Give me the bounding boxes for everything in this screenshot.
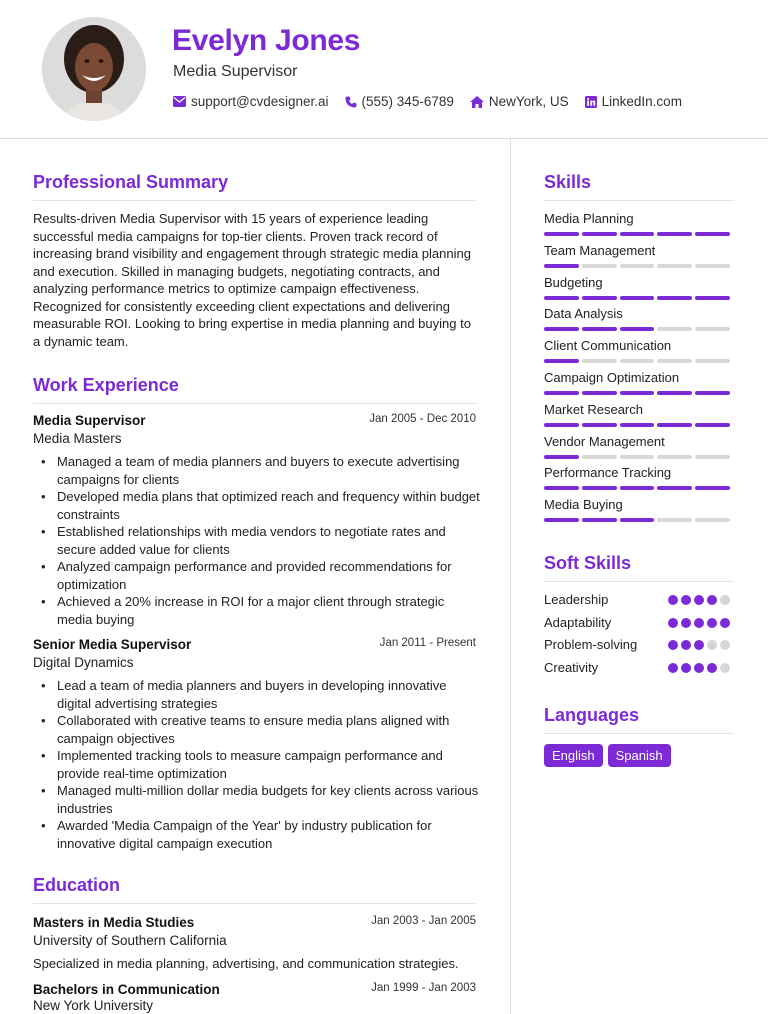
- skill-level-segment: [695, 296, 730, 300]
- rating-dot: [681, 618, 691, 628]
- languages-heading: Languages: [544, 705, 640, 725]
- rating-dot: [707, 595, 717, 605]
- skill-name: Media Planning: [544, 211, 634, 226]
- skill-level-segment: [544, 264, 579, 268]
- rating-dot: [720, 640, 730, 650]
- envelope-icon: [173, 96, 186, 107]
- language-badge: Spanish: [608, 744, 671, 767]
- degree-title: Bachelors in Communication: [33, 982, 220, 997]
- column-divider: [510, 139, 511, 1014]
- skill-level-bar: [544, 518, 730, 522]
- phone-icon: [345, 96, 357, 108]
- profile-photo: [42, 17, 146, 121]
- job-company: Digital Dynamics: [33, 655, 134, 670]
- skill-level-segment: [582, 423, 617, 427]
- rating-dot: [681, 640, 691, 650]
- skill-level-segment: [695, 486, 730, 490]
- list-item: • Managed multi-million dollar media budgets for key clients across various industries: [33, 782, 483, 817]
- skill-level-segment: [657, 232, 692, 236]
- skill-level-segment: [544, 455, 579, 459]
- contact-bar: [173, 94, 698, 109]
- skill-level-bar: [544, 264, 730, 268]
- degree-dates: Jan 2003 - Jan 2005: [371, 915, 476, 927]
- skill-level-segment: [544, 359, 579, 363]
- experience-divider: [33, 403, 476, 404]
- job-bullets: [33, 677, 483, 852]
- skill-name: Client Communication: [544, 338, 672, 354]
- contact-email[interactable]: [173, 94, 329, 109]
- rating-dot: [681, 595, 691, 605]
- list-item: • Developed media plans that optimized reach and frequency within budget constraints: [33, 488, 483, 523]
- skill-level-segment: [582, 296, 617, 300]
- skill-name: Campaign Optimization: [544, 370, 680, 385]
- rating-dot: [720, 595, 730, 605]
- rating-dot: [668, 640, 678, 650]
- skill-level-segment: [695, 232, 730, 236]
- rating-dot: [694, 663, 704, 673]
- rating-dot: [720, 663, 730, 673]
- skill-level-bar: [544, 423, 730, 427]
- skill-level-segment: [657, 359, 692, 363]
- contact-location: [470, 94, 569, 109]
- rating-dot: [668, 663, 678, 673]
- skill-level-segment: [620, 264, 655, 268]
- soft-skill-name: Problem-solving: [544, 637, 638, 652]
- skill-level-bar: [544, 455, 730, 459]
- skill-level-segment: [695, 391, 730, 395]
- skill-name: Market Research: [544, 401, 643, 417]
- skill-name: Team Management: [544, 242, 656, 258]
- list-item: • Collaborated with creative teams to ensure media plans aligned with campaign objectives: [33, 712, 483, 747]
- skill-level-segment: [695, 327, 730, 331]
- skill-level-segment: [544, 327, 579, 331]
- location-text: NewYork, US: [488, 94, 569, 109]
- languages-divider: [544, 733, 734, 734]
- skill-level-segment: [582, 455, 617, 459]
- skill-level-segment: [544, 423, 579, 427]
- list-item: • Lead a team of media planners and buyers in developing innovative digital advertising strategies: [33, 677, 483, 712]
- soft-skill-rating: [668, 640, 730, 650]
- skill-level-segment: [695, 264, 730, 268]
- skill-level-segment: [657, 296, 692, 300]
- rating-dot: [707, 618, 717, 628]
- skill-level-segment: [657, 391, 692, 395]
- skill-name: Budgeting: [544, 274, 603, 290]
- skills-heading: Skills: [544, 172, 592, 192]
- skill-level-bar: [544, 359, 730, 363]
- rating-dot: [694, 595, 704, 605]
- skill-level-segment: [544, 391, 579, 395]
- candidate-name: Evelyn Jones: [172, 24, 361, 57]
- languages-list: [544, 744, 671, 767]
- skill-level-segment: [582, 486, 617, 490]
- skill-level-segment: [620, 518, 655, 522]
- summary-text: Results-driven Media Supervisor with 15 years of experience leading successful media campaigns for top-tier clients. Proven track record of increasing brand visibility and engagement through strategic media planning and execution. Skilled in managing budgets, negotiating contracts, and analyzing performance metrics to optimize campaign effectiveness. Recognized for consistently exceeding client expectations and delivering measurable ROI. Looking to bring expertise in media planning and buying to a dynamic team.: [33, 211, 471, 349]
- skill-level-segment: [695, 423, 730, 427]
- soft-skills-heading: Soft Skills: [544, 553, 632, 573]
- education-heading: Education: [33, 875, 121, 895]
- skill-level-segment: [657, 455, 692, 459]
- job-company: Media Masters: [33, 431, 122, 446]
- skill-level-segment: [582, 391, 617, 395]
- skill-name: Media Buying: [544, 497, 623, 513]
- degree-title: Masters in Media Studies: [33, 915, 195, 930]
- skill-level-segment: [582, 327, 617, 331]
- phone-text: (555) 345-6789: [361, 94, 454, 109]
- list-item: • Achieved a 20% increase in ROI for a major client through strategic media buying: [33, 593, 483, 628]
- contact-phone[interactable]: [345, 94, 454, 109]
- summary-heading: Professional Summary: [33, 172, 229, 192]
- rating-dot: [668, 618, 678, 628]
- list-item: • Analyzed campaign performance and provided recommendations for optimization: [33, 558, 483, 593]
- skill-level-segment: [620, 359, 655, 363]
- skill-level-segment: [544, 518, 579, 522]
- skill-level-segment: [695, 359, 730, 363]
- skill-level-bar: [544, 486, 730, 490]
- skill-level-segment: [657, 486, 692, 490]
- skill-level-segment: [657, 423, 692, 427]
- skill-level-segment: [620, 327, 655, 331]
- email-text: support@cvdesigner.ai: [191, 94, 329, 109]
- skill-level-segment: [620, 232, 655, 236]
- job-title: Senior Media Supervisor: [33, 637, 192, 652]
- skill-level-segment: [657, 327, 692, 331]
- school-name: New York University: [33, 998, 154, 1013]
- skill-level-segment: [657, 264, 692, 268]
- soft-skill-rating: [668, 618, 730, 628]
- job-title: Media Supervisor: [33, 413, 146, 428]
- skill-level-segment: [544, 232, 579, 236]
- skill-level-segment: [582, 232, 617, 236]
- skill-level-segment: [582, 518, 617, 522]
- rating-dot: [720, 618, 730, 628]
- skill-level-segment: [695, 455, 730, 459]
- rating-dot: [694, 618, 704, 628]
- soft-skill-name: Adaptability: [544, 614, 612, 630]
- soft-skill-rating: [668, 595, 730, 605]
- soft-skill-rating: [668, 663, 730, 673]
- skill-level-segment: [544, 296, 579, 300]
- contact-linkedin[interactable]: [585, 94, 682, 109]
- skill-name: Performance Tracking: [544, 465, 672, 481]
- skill-level-segment: [620, 486, 655, 490]
- soft-skill-name: Creativity: [544, 659, 599, 675]
- candidate-title: Media Supervisor: [173, 63, 298, 80]
- list-item: • Managed a team of media planners and buyers to execute advertising campaigns for clients: [33, 453, 483, 488]
- linkedin-icon: [585, 96, 597, 108]
- soft-skills-divider: [544, 581, 734, 582]
- rating-dot: [694, 640, 704, 650]
- degree-dates: Jan 1999 - Jan 2003: [371, 982, 476, 994]
- job-bullets: [33, 453, 483, 628]
- list-item: • Awarded 'Media Campaign of the Year' by industry publication for innovative digital campaign execution: [33, 817, 483, 852]
- skill-level-bar: [544, 296, 730, 300]
- skill-level-segment: [620, 455, 655, 459]
- list-item: • Established relationships with media vendors to negotiate rates and secure added value for clients: [33, 523, 483, 558]
- resume-header: [0, 0, 768, 139]
- skill-level-segment: [620, 391, 655, 395]
- education-divider: [33, 903, 476, 904]
- skill-name: Data Analysis: [544, 306, 623, 322]
- summary-divider: [33, 200, 476, 201]
- job-dates: Jan 2011 - Present: [379, 637, 476, 649]
- skill-level-segment: [620, 296, 655, 300]
- home-icon: [470, 96, 484, 108]
- skill-level-bar: [544, 327, 730, 331]
- linkedin-text: LinkedIn.com: [601, 94, 682, 109]
- experience-heading: Work Experience: [33, 375, 179, 395]
- degree-description: Specialized in media planning, advertising, and communication strategies.: [33, 956, 459, 971]
- job-dates: Jan 2005 - Dec 2010: [369, 413, 476, 425]
- skill-level-segment: [695, 518, 730, 522]
- rating-dot: [681, 663, 691, 673]
- rating-dot: [707, 663, 717, 673]
- skill-level-segment: [582, 264, 617, 268]
- skill-level-bar: [544, 232, 730, 236]
- skills-divider: [544, 200, 734, 201]
- school-name: University of Southern California: [33, 933, 227, 948]
- list-item: • Implemented tracking tools to measure campaign performance and provide real-time optimization: [33, 747, 483, 782]
- language-badge: English: [544, 744, 603, 767]
- skill-name: Vendor Management: [544, 433, 665, 449]
- soft-skill-name: Leadership: [544, 592, 609, 607]
- skill-level-bar: [544, 391, 730, 395]
- skill-level-segment: [620, 423, 655, 427]
- rating-dot: [668, 595, 678, 605]
- rating-dot: [707, 640, 717, 650]
- skill-level-segment: [582, 359, 617, 363]
- skill-level-segment: [657, 518, 692, 522]
- skill-level-segment: [544, 486, 579, 490]
